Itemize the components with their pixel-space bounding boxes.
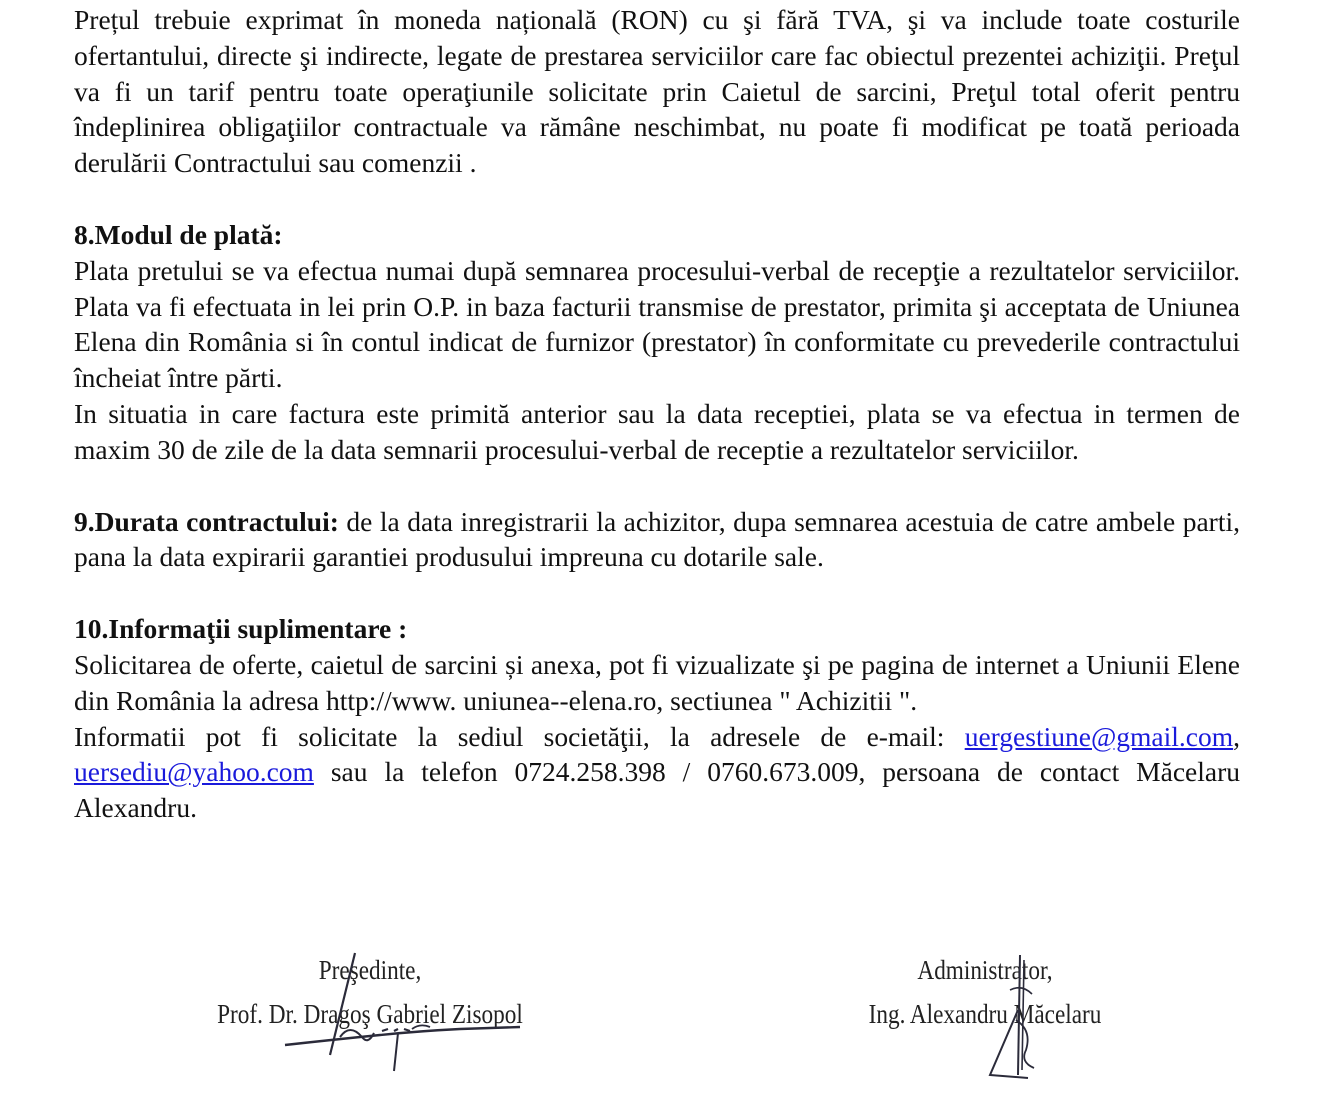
section-9-title: 9.Durata contractului: (74, 505, 339, 537)
email-link-gestiune[interactable]: uergestiune@gmail.com (964, 720, 1234, 752)
administrator-handwritten-signature (960, 950, 1080, 1090)
payment-paragraph-1: Plata pretului se va efectua numai după semnarea procesului-verbal de recepţie a rezultatelor serviciilor. Plata va fi efectuata in lei prin O.P. in baza facturii transmise de prestator, primita şi acceptata de Uniunea Elena din România si în contul indicat de furnizor (prestator) în conformitate cu prevederile contractului încheiat între părti. (74, 254, 1240, 394)
comma: , (1233, 720, 1240, 752)
contact-paragraph (74, 719, 1240, 826)
contact-prefix: Informatii pot fi solicitate la sediul societăţii, la adresele de e-mail: (74, 720, 965, 752)
duration-text: de la data inregistrarii la achizitor, dupa semnarea acestuia de catre ambele parti, pana la data expirarii garantiei produsului impreuna cu dotarile sale. (74, 505, 1240, 573)
section-8-title: 8.Modul de plată: (74, 218, 283, 250)
duration-paragraph (74, 504, 1240, 576)
spacer (74, 181, 1240, 217)
spacer (74, 468, 1240, 504)
president-name: Prof. Dr. Dragoş Gabriel Zisopol (217, 999, 523, 1029)
email-link-sediu[interactable]: uersediu@yahoo.com (74, 756, 314, 788)
administrator-role: Administrator, (917, 955, 1053, 985)
administrator-name: Ing. Alexandru Măcelaru (868, 999, 1102, 1029)
president-role: Preşedinte, (318, 955, 422, 985)
president-handwritten-signature (270, 945, 530, 1085)
info-paragraph-1: Solicitarea de oferte, caietul de sarcini și anexa, pot fi vizualizate şi pe pagina de internet a Uniunii Elene din România la adresa http://www. uniunea--elena.ro, sectiunea " Achizitii ". (74, 648, 1240, 716)
spacer (74, 575, 1240, 611)
price-paragraph: Prețul trebuie exprimat în moneda națională (RON) cu şi fără TVA, şi va include toate costurile ofertantului, directe şi indirecte, legate de prestarea serviciilor care fac obiectul prezentei achiziţii. Preţul va fi un tarif pentru toate operaţiunile solicitate prin Caietul de sarcini, Preţul total oferit pentru îndeplinirea obligaţiilor contractuale va rămâne neschimbat, nu poate fi modificat pe toată perioada derulării Contractului sau comenzii . (74, 4, 1240, 179)
payment-paragraph-2: In situatia in care factura este primită anterior sau la data receptiei, plata se va efectua in termen de maxim 30 de zile de la data semnarii procesului-verbal de receptie a rezultatelor serviciilor. (74, 397, 1240, 465)
section-10-title: 10.Informaţii suplimentare : (74, 613, 408, 645)
contact-suffix: sau la telefon 0724.258.398 / 0760.673.009, persoana de contact Măcelaru Alexandru. (74, 756, 1240, 824)
document-page (74, 2, 1240, 826)
